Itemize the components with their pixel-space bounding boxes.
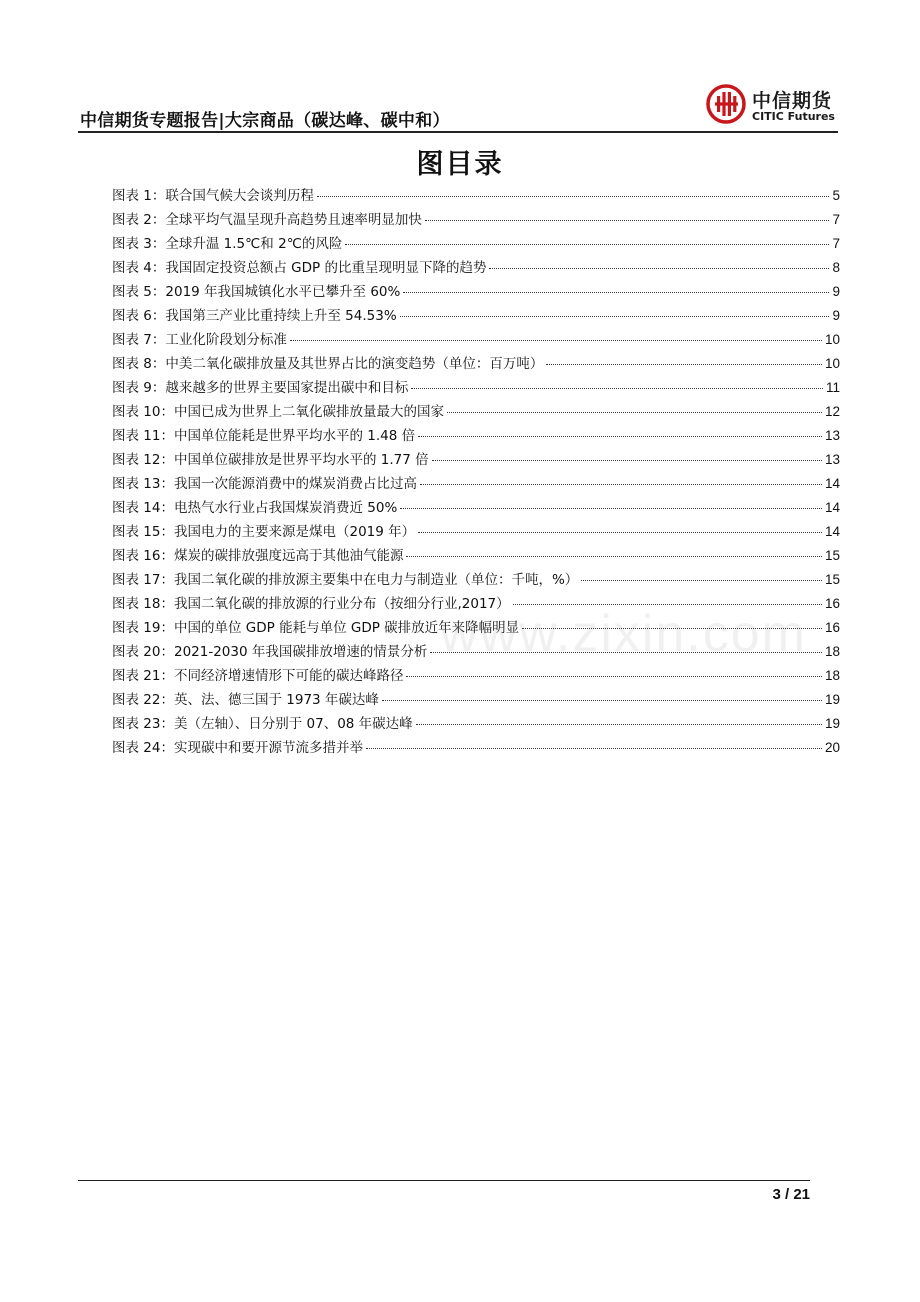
toc-dot-leader bbox=[403, 292, 829, 293]
toc-entry-page-number: 16 bbox=[824, 620, 840, 635]
toc-entry[interactable] bbox=[112, 376, 840, 400]
toc-entry[interactable] bbox=[112, 184, 840, 208]
toc-entry-label: 图表 11： bbox=[112, 428, 174, 444]
toc-entry-title: 联合国气候大会谈判历程 bbox=[165, 188, 314, 204]
toc-entry-label: 图表 2： bbox=[112, 212, 166, 228]
toc-entry-label: 图表 4： bbox=[112, 260, 166, 276]
toc-entry[interactable] bbox=[112, 592, 840, 616]
toc-entry-label: 图表 23： bbox=[112, 716, 174, 732]
toc-dot-leader bbox=[317, 196, 830, 197]
toc-entry-page-number: 10 bbox=[824, 332, 840, 347]
toc-entry-page-number: 9 bbox=[832, 308, 840, 323]
toc-entry-page-number: 9 bbox=[832, 284, 840, 299]
toc-dot-leader bbox=[513, 604, 822, 605]
report-header-title: 中信期货专题报告|大宗商品（碳达峰、碳中和） bbox=[80, 111, 450, 131]
toc-entry-label: 图表 13： bbox=[112, 476, 174, 492]
toc-entry-label: 图表 8： bbox=[112, 356, 166, 372]
toc-entry-page-number: 5 bbox=[832, 188, 840, 203]
toc-entry-label: 图表 14： bbox=[112, 500, 174, 516]
toc-entry-title: 越来越多的世界主要国家提出碳中和目标 bbox=[165, 380, 409, 396]
watermark: www.zixin.com bbox=[440, 605, 807, 663]
toc-dot-leader bbox=[406, 556, 821, 557]
toc-dot-leader bbox=[425, 220, 830, 221]
toc-entry[interactable] bbox=[112, 616, 840, 640]
toc-entry-title: 中美二氧化碳排放量及其世界占比的演变趋势（单位：百万吨） bbox=[165, 356, 544, 372]
toc-entry[interactable] bbox=[112, 568, 840, 592]
toc-entry-page-number: 13 bbox=[824, 452, 840, 467]
toc-entry[interactable] bbox=[112, 664, 840, 688]
toc-dot-leader bbox=[400, 316, 830, 317]
toc-entry-title: 煤炭的碳排放强度远高于其他油气能源 bbox=[173, 548, 404, 564]
toc-entry-label: 图表 9： bbox=[112, 380, 166, 396]
citic-futures-logo bbox=[706, 84, 836, 126]
toc-entry-page-number: 18 bbox=[824, 644, 840, 659]
page-number: 3 / 21 bbox=[772, 1186, 810, 1203]
toc-entry-title: 2019 年我国城镇化水平已攀升至 60% bbox=[165, 284, 401, 300]
toc-dot-leader bbox=[430, 652, 822, 653]
toc-entry-page-number: 15 bbox=[824, 548, 840, 563]
toc-entry-page-number: 19 bbox=[824, 716, 840, 731]
toc-entry[interactable] bbox=[112, 712, 840, 736]
toc-entry-page-number: 7 bbox=[832, 212, 840, 227]
footer-divider bbox=[78, 1180, 810, 1181]
toc-entry-label: 图表 6： bbox=[112, 308, 166, 324]
toc-entry-title: 我国第三产业比重持续上升至 54.53% bbox=[165, 308, 397, 324]
toc-entry-page-number: 10 bbox=[824, 356, 840, 371]
toc-entry-label: 图表 1： bbox=[112, 188, 166, 204]
toc-entry-page-number: 20 bbox=[824, 740, 840, 755]
toc-entry[interactable] bbox=[112, 208, 840, 232]
toc-entry-title: 全球平均气温呈现升高趋势且速率明显加快 bbox=[165, 212, 422, 228]
toc-dot-leader bbox=[400, 508, 822, 509]
toc-entry-title: 实现碳中和要开源节流多措并举 bbox=[173, 740, 363, 756]
toc-entry-label: 图表 12： bbox=[112, 452, 174, 468]
toc-entry-label: 图表 17： bbox=[112, 572, 174, 588]
toc-entry-label: 图表 15： bbox=[112, 524, 174, 540]
toc-entry[interactable] bbox=[112, 424, 840, 448]
toc-entry[interactable] bbox=[112, 640, 840, 664]
toc-entry-title: 中国已成为世界上二氧化碳排放量最大的国家 bbox=[173, 404, 444, 420]
toc-entry[interactable] bbox=[112, 232, 840, 256]
toc-entry[interactable] bbox=[112, 352, 840, 376]
toc-entry-title: 我国固定投资总额占 GDP 的比重呈现明显下降的趋势 bbox=[165, 260, 487, 276]
toc-entry-label: 图表 5： bbox=[112, 284, 166, 300]
header-divider bbox=[78, 131, 838, 133]
toc-entry-label: 图表 22： bbox=[112, 692, 174, 708]
toc-entry-title: 中国单位能耗是世界平均水平的 1.48 倍 bbox=[173, 428, 416, 444]
toc-entry-title: 美（左轴）、日分别于 07、08 年碳达峰 bbox=[173, 716, 413, 732]
toc-entry[interactable] bbox=[112, 280, 840, 304]
toc-entry[interactable] bbox=[112, 328, 840, 352]
toc-entry-label: 图表 16： bbox=[112, 548, 174, 564]
toc-dot-leader bbox=[522, 628, 822, 629]
toc-entry-page-number: 12 bbox=[824, 404, 840, 419]
toc-dot-leader bbox=[420, 484, 822, 485]
toc-entry-label: 图表 20： bbox=[112, 644, 174, 660]
toc-entry-page-number: 13 bbox=[824, 428, 840, 443]
toc-entry-page-number: 16 bbox=[824, 596, 840, 611]
toc-entry-page-number: 18 bbox=[824, 668, 840, 683]
toc-entry-label: 图表 24： bbox=[112, 740, 174, 756]
toc-entry-label: 图表 19： bbox=[112, 620, 174, 636]
toc-entry-page-number: 19 bbox=[824, 692, 840, 707]
toc-entry-label: 图表 18： bbox=[112, 596, 174, 612]
toc-entry-page-number: 14 bbox=[824, 476, 840, 491]
toc-dot-leader bbox=[406, 676, 821, 677]
toc-entry-page-number: 7 bbox=[832, 236, 840, 251]
toc-entry-title: 不同经济增速情形下可能的碳达峰路径 bbox=[173, 668, 404, 684]
toc-entry-page-number: 15 bbox=[824, 572, 840, 587]
citic-logo-icon bbox=[706, 84, 746, 124]
toc-entry-title: 我国二氧化碳的排放源的行业分布（按细分行业,2017） bbox=[173, 596, 510, 612]
toc-dot-leader bbox=[489, 268, 829, 269]
toc-entry[interactable] bbox=[112, 520, 840, 544]
logo-english-name: CITIC Futures bbox=[752, 110, 835, 123]
toc-entry[interactable] bbox=[112, 472, 840, 496]
toc-entry[interactable] bbox=[112, 256, 840, 280]
toc-dot-leader bbox=[447, 412, 822, 413]
toc-dot-leader bbox=[290, 340, 822, 341]
toc-entry[interactable] bbox=[112, 496, 840, 520]
toc-dot-leader bbox=[418, 436, 822, 437]
toc-entry-title: 工业化阶段划分标准 bbox=[165, 332, 287, 348]
logo-chinese-name: 中信期货 bbox=[752, 90, 833, 112]
toc-entry-label: 图表 21： bbox=[112, 668, 174, 684]
toc-dot-leader bbox=[581, 580, 822, 581]
toc-entry-title: 我国电力的主要来源是煤电（2019 年） bbox=[173, 524, 416, 540]
toc-dot-leader bbox=[546, 364, 822, 365]
toc-entry-title: 我国一次能源消费中的煤炭消费占比过高 bbox=[173, 476, 417, 492]
toc-dot-leader bbox=[432, 460, 822, 461]
toc-entry-title: 电热气水行业占我国煤炭消费近 50% bbox=[173, 500, 398, 516]
toc-entry[interactable] bbox=[112, 688, 840, 712]
toc-dot-leader bbox=[382, 700, 822, 701]
toc-entry-title: 我国二氧化碳的排放源主要集中在电力与制造业（单位：千吨，%） bbox=[173, 572, 579, 588]
toc-entry[interactable] bbox=[112, 400, 840, 424]
toc-entry-label: 图表 7： bbox=[112, 332, 166, 348]
toc-entry[interactable] bbox=[112, 736, 840, 760]
toc-dot-leader bbox=[411, 388, 823, 389]
toc-entry-page-number: 11 bbox=[825, 380, 840, 395]
toc-entry-title: 英、法、德三国于 1973 年碳达峰 bbox=[173, 692, 379, 708]
toc-entry-page-number: 8 bbox=[832, 260, 840, 275]
toc-entry-page-number: 14 bbox=[824, 524, 840, 539]
toc-dot-leader bbox=[418, 532, 822, 533]
toc-entry-title: 中国的单位 GDP 能耗与单位 GDP 碳排放近年来降幅明显 bbox=[173, 620, 520, 636]
toc-entry[interactable] bbox=[112, 448, 840, 472]
toc-entry-label: 图表 10： bbox=[112, 404, 174, 420]
toc-dot-leader bbox=[366, 748, 822, 749]
page-title: 图目录 bbox=[416, 149, 504, 180]
toc-entry[interactable] bbox=[112, 544, 840, 568]
toc-entry-title: 2021-2030 年我国碳排放增速的情景分析 bbox=[173, 644, 428, 660]
toc-entry-title: 全球升温 1.5℃和 2℃的风险 bbox=[165, 236, 343, 252]
table-of-figures bbox=[112, 184, 840, 760]
toc-entry-page-number: 14 bbox=[824, 500, 840, 515]
toc-entry-label: 图表 3： bbox=[112, 236, 166, 252]
toc-dot-leader bbox=[345, 244, 829, 245]
toc-entry-title: 中国单位碳排放是世界平均水平的 1.77 倍 bbox=[173, 452, 429, 468]
toc-dot-leader bbox=[416, 724, 822, 725]
toc-entry[interactable] bbox=[112, 304, 840, 328]
